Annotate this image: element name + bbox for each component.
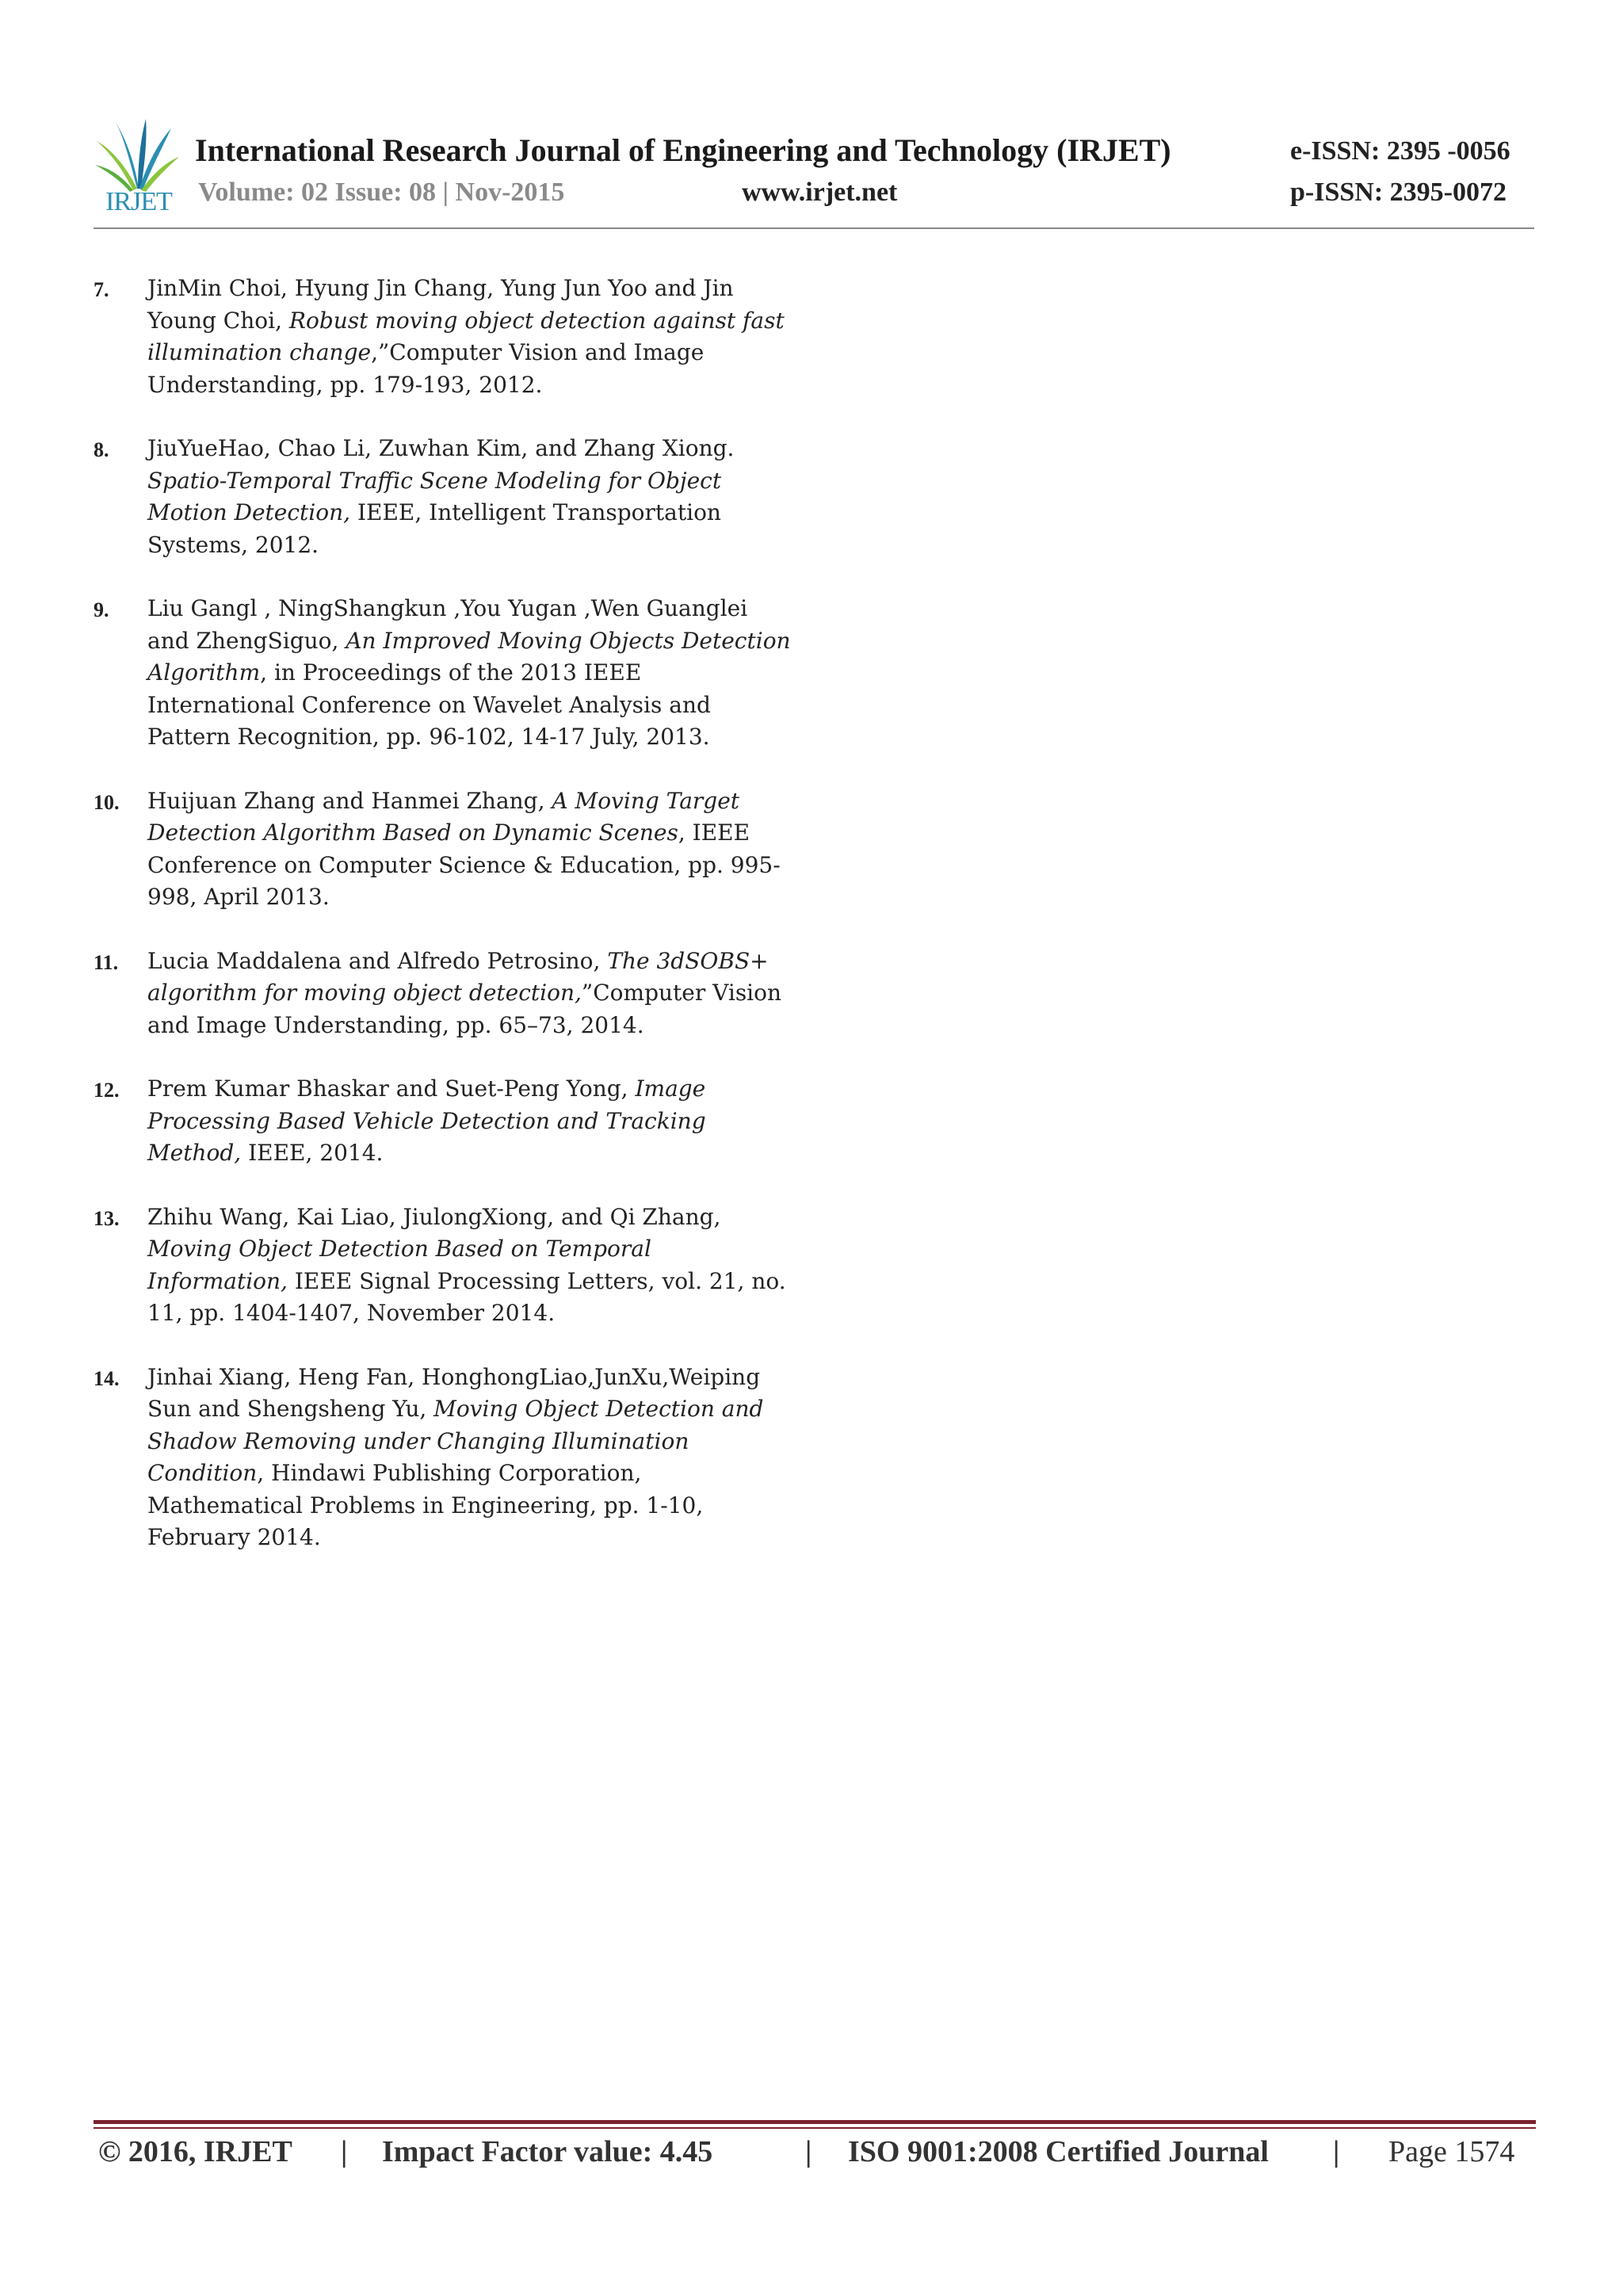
volume-issue: Volume: 02 Issue: 08 | Nov-2015 [198,178,565,207]
leaf-logo-icon [94,117,181,193]
header-divider [94,227,1534,229]
reference-text: Huijuan Zhang and Hanmei Zhang, A Moving Target Detection Algorithm Based on Dynamic Scenes, IEEE Conference on Computer Science & Education, pp. 995-998, April 2013. [147,787,781,910]
footer-page-number: Page 1574 [1388,2135,1515,2168]
reference-item [94,1073,791,1170]
reference-item [94,273,791,401]
irjet-logo [94,117,181,216]
reference-number: 8. [94,438,109,461]
reference-number: 14. [94,1366,120,1390]
reference-number: 11. [94,950,119,974]
reference-text: JiuYueHao, Chao Li, Zuwhan Kim, and Zhang Xiong. Spatio-Temporal Traffic Scene Modeling for Object Motion Detection, IEEE, Intelligent Transportation Systems, 2012. [147,435,735,558]
footer-divider-thick [94,2120,1536,2124]
reference-item [94,946,791,1042]
website-link[interactable]: www.irjet.net [742,178,898,207]
p-issn: p-ISSN: 2395-0072 [1290,178,1507,207]
journal-title: International Research Journal of Engineering and Technology (IRJET) [195,132,1171,168]
reference-item [94,433,791,561]
reference-text: Zhihu Wang, Kai Liao, JiulongXiong, and Qi Zhang, Moving Object Detection Based on Temporal Information, IEEE Signal Processing Letters, vol. 21, no. 11, pp. 1404-1407, November 2014. [147,1203,786,1326]
reference-number: 7. [94,278,109,301]
footer-copyright: © 2016, IRJET [98,2135,292,2168]
e-issn: e-ISSN: 2395 -0056 [1290,136,1510,166]
footer-divider-thin [94,2127,1536,2129]
footer-separator: | [1333,2135,1340,2168]
reference-list [94,273,791,1586]
footer-impact-factor: Impact Factor value: 4.45 [382,2135,713,2168]
reference-item [94,593,791,754]
reference-number: 10. [94,790,120,814]
reference-item [94,785,791,914]
reference-text: JinMin Choi, Hyung Jin Chang, Yung Jun Yoo and Jin Young Choi, Robust moving object detection against fast illumination change,”Computer Vision and Image Understanding, pp. 179-193, 2012. [147,275,785,398]
reference-number: 13. [94,1206,120,1230]
reference-text: Liu Gangl , NingShangkun ,You Yugan ,Wen Guanglei and ZhengSiguo, An Improved Moving Objects Detection Algorithm, in Proceedings of the 2013 IEEE International Conference on Wavelet Analysis and Pattern Recognition, pp. 96-102, 14-17 July, 2013. [147,595,791,750]
footer-separator: | [805,2135,812,2168]
reference-item [94,1362,791,1554]
reference-text: Jinhai Xiang, Heng Fan, HonghongLiao,JunXu,Weiping Sun and Shengsheng Yu, Moving Object Detection and Shadow Removing under Changing Illumination Condition, Hindawi Publishing Corporation, Mathematical Problems in Engineering, pp. 1-10, February 2014. [147,1363,764,1550]
footer-iso: ISO 9001:2008 Certified Journal [848,2135,1269,2168]
logo-text: IRJET [105,187,172,216]
reference-number: 9. [94,598,109,621]
reference-text: Lucia Maddalena and Alfredo Petrosino, The 3dSOBS+ algorithm for moving object detection,”Computer Vision and Image Understanding, pp. 65–73, 2014. [147,947,782,1038]
reference-number: 12. [94,1079,120,1102]
reference-text: Prem Kumar Bhaskar and Suet-Peng Yong, Image Processing Based Vehicle Detection and Tracking Method, IEEE, 2014. [147,1075,706,1166]
page-footer [0,2134,1623,2174]
footer-separator: | [341,2135,348,2168]
reference-item [94,1201,791,1330]
